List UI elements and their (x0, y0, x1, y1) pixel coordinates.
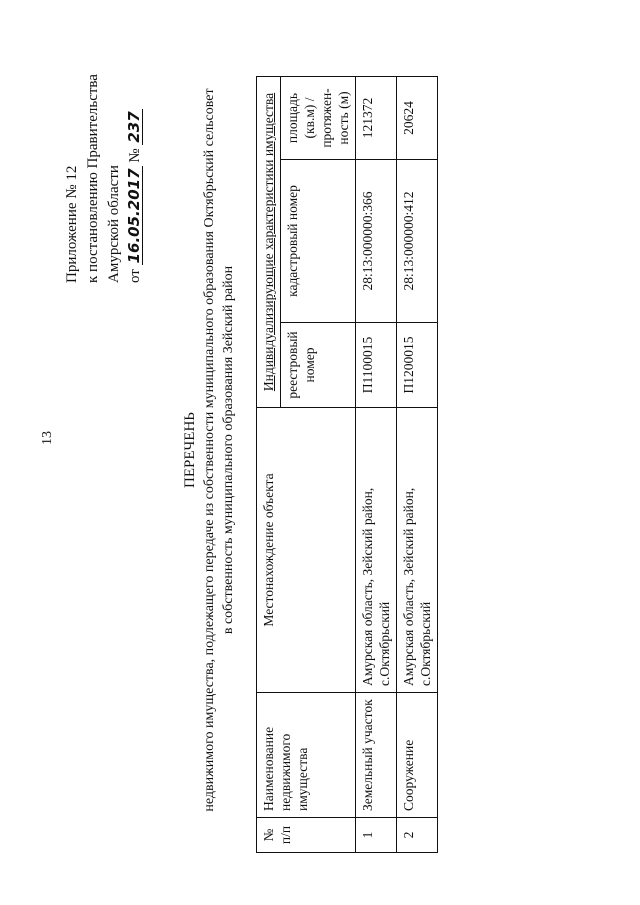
appendix-region: Амурской области (106, 165, 122, 283)
page-number: 13 (40, 431, 55, 445)
row-name: Земельный участок (356, 693, 397, 818)
document-title: ПЕРЕЧЕНЬ (182, 412, 198, 488)
appendix-decree-ref: к постановлению Правительства (85, 74, 101, 283)
property-table (256, 76, 438, 853)
handwritten-date: 16.05.2017 (125, 168, 143, 264)
row-num: 2 (397, 818, 438, 853)
row-area: 121372 (356, 77, 397, 160)
row-cadastral: 28:13:000000:366 (356, 160, 397, 323)
row-registry: П1100015 (356, 323, 397, 408)
table-row (397, 77, 438, 853)
handwritten-number: 237 (125, 111, 143, 143)
appendix-date-line (125, 53, 146, 283)
row-area: 20624 (397, 77, 438, 160)
row-num: 1 (356, 818, 397, 853)
row-cadastral: 28:13:000000:412 (397, 160, 438, 323)
document-heading (180, 55, 238, 845)
header-cadastral: кадастровый номер (281, 160, 356, 323)
document-subtitle-line2: в собственность муниципального образования Зейский район (221, 265, 236, 635)
number-prefix: № (127, 148, 143, 163)
appendix-block (62, 53, 146, 283)
date-prefix: от (127, 269, 143, 283)
header-characteristics: Индивидуализирующие характеристики имущества (257, 77, 281, 408)
table-row (356, 77, 397, 853)
appendix-title: Приложение № 12 (64, 165, 80, 283)
row-name: Сооружение (397, 693, 438, 818)
row-location: Амурская область, Зейский район, с.Октябрьский (356, 408, 397, 693)
table-header-row (257, 77, 281, 853)
header-name: Наименование недвижимого имущества (257, 693, 356, 818)
row-location: Амурская область, Зейский район, с.Октябрьский (397, 408, 438, 693)
header-num: № п/п (257, 818, 356, 853)
header-location: Местонахождение объекта (257, 408, 356, 693)
document-subtitle-line1: недвижимого имущества, подлежащего передаче из собственности муниципального образования Октябрьский сельсовет (202, 88, 217, 812)
header-registry: реестровый номер (281, 323, 356, 408)
header-area: площадь (кв.м) / протяжен-ность (м) (281, 77, 356, 160)
row-registry: П1200015 (397, 323, 438, 408)
